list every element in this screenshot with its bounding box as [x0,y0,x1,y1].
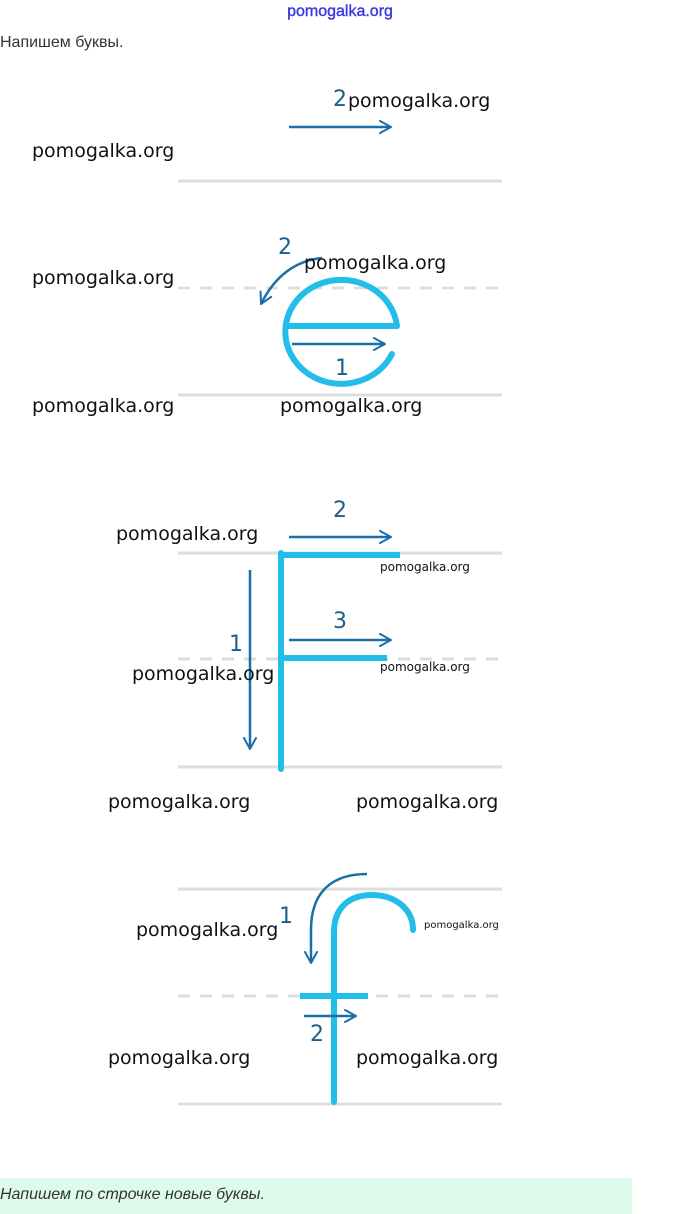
letter-4-group [178,874,502,1104]
watermark: pomogalka.org [356,791,499,813]
letter-2-stroke-number-1: 1 [335,356,349,381]
watermark: pomogalka.org [348,90,491,112]
letter-3-stroke-number-3: 3 [333,609,347,634]
letter-3-stroke-number-1: 1 [229,632,243,657]
watermark: pomogalka.org [108,1047,251,1069]
watermark: pomogalka.org [132,663,275,685]
watermark: pomogalka.org [380,560,470,574]
task-text: Напишем по строчке новые буквы. [0,1186,265,1203]
watermark: pomogalka.org [116,523,259,545]
intro-text: Напишем буквы. [0,34,124,51]
watermark: pomogalka.org [424,920,499,931]
watermark: pomogalka.org [32,395,175,417]
letter-4-stroke-number-1: 1 [279,904,293,929]
watermark: pomogalka.org [356,1047,499,1069]
letter-4-stroke-number-2: 2 [310,1022,324,1047]
watermark: pomogalka.org [32,267,175,289]
watermark: pomogalka.org [380,660,470,674]
letter-2-stroke-number-2: 2 [278,235,292,260]
task-banner [0,1178,632,1214]
letter-4-arrow-hook [311,874,367,963]
site-header[interactable]: pomogalka.org [287,3,393,20]
watermark: pomogalka.org [280,395,423,417]
letter-3-stroke-number-2: 2 [333,498,347,523]
watermark: pomogalka.org [32,140,175,162]
watermark: pomogalka.org [108,791,251,813]
watermark: pomogalka.org [304,252,447,274]
watermark: pomogalka.org [136,919,279,941]
letter-1-stroke-number-2: 2 [333,87,347,112]
